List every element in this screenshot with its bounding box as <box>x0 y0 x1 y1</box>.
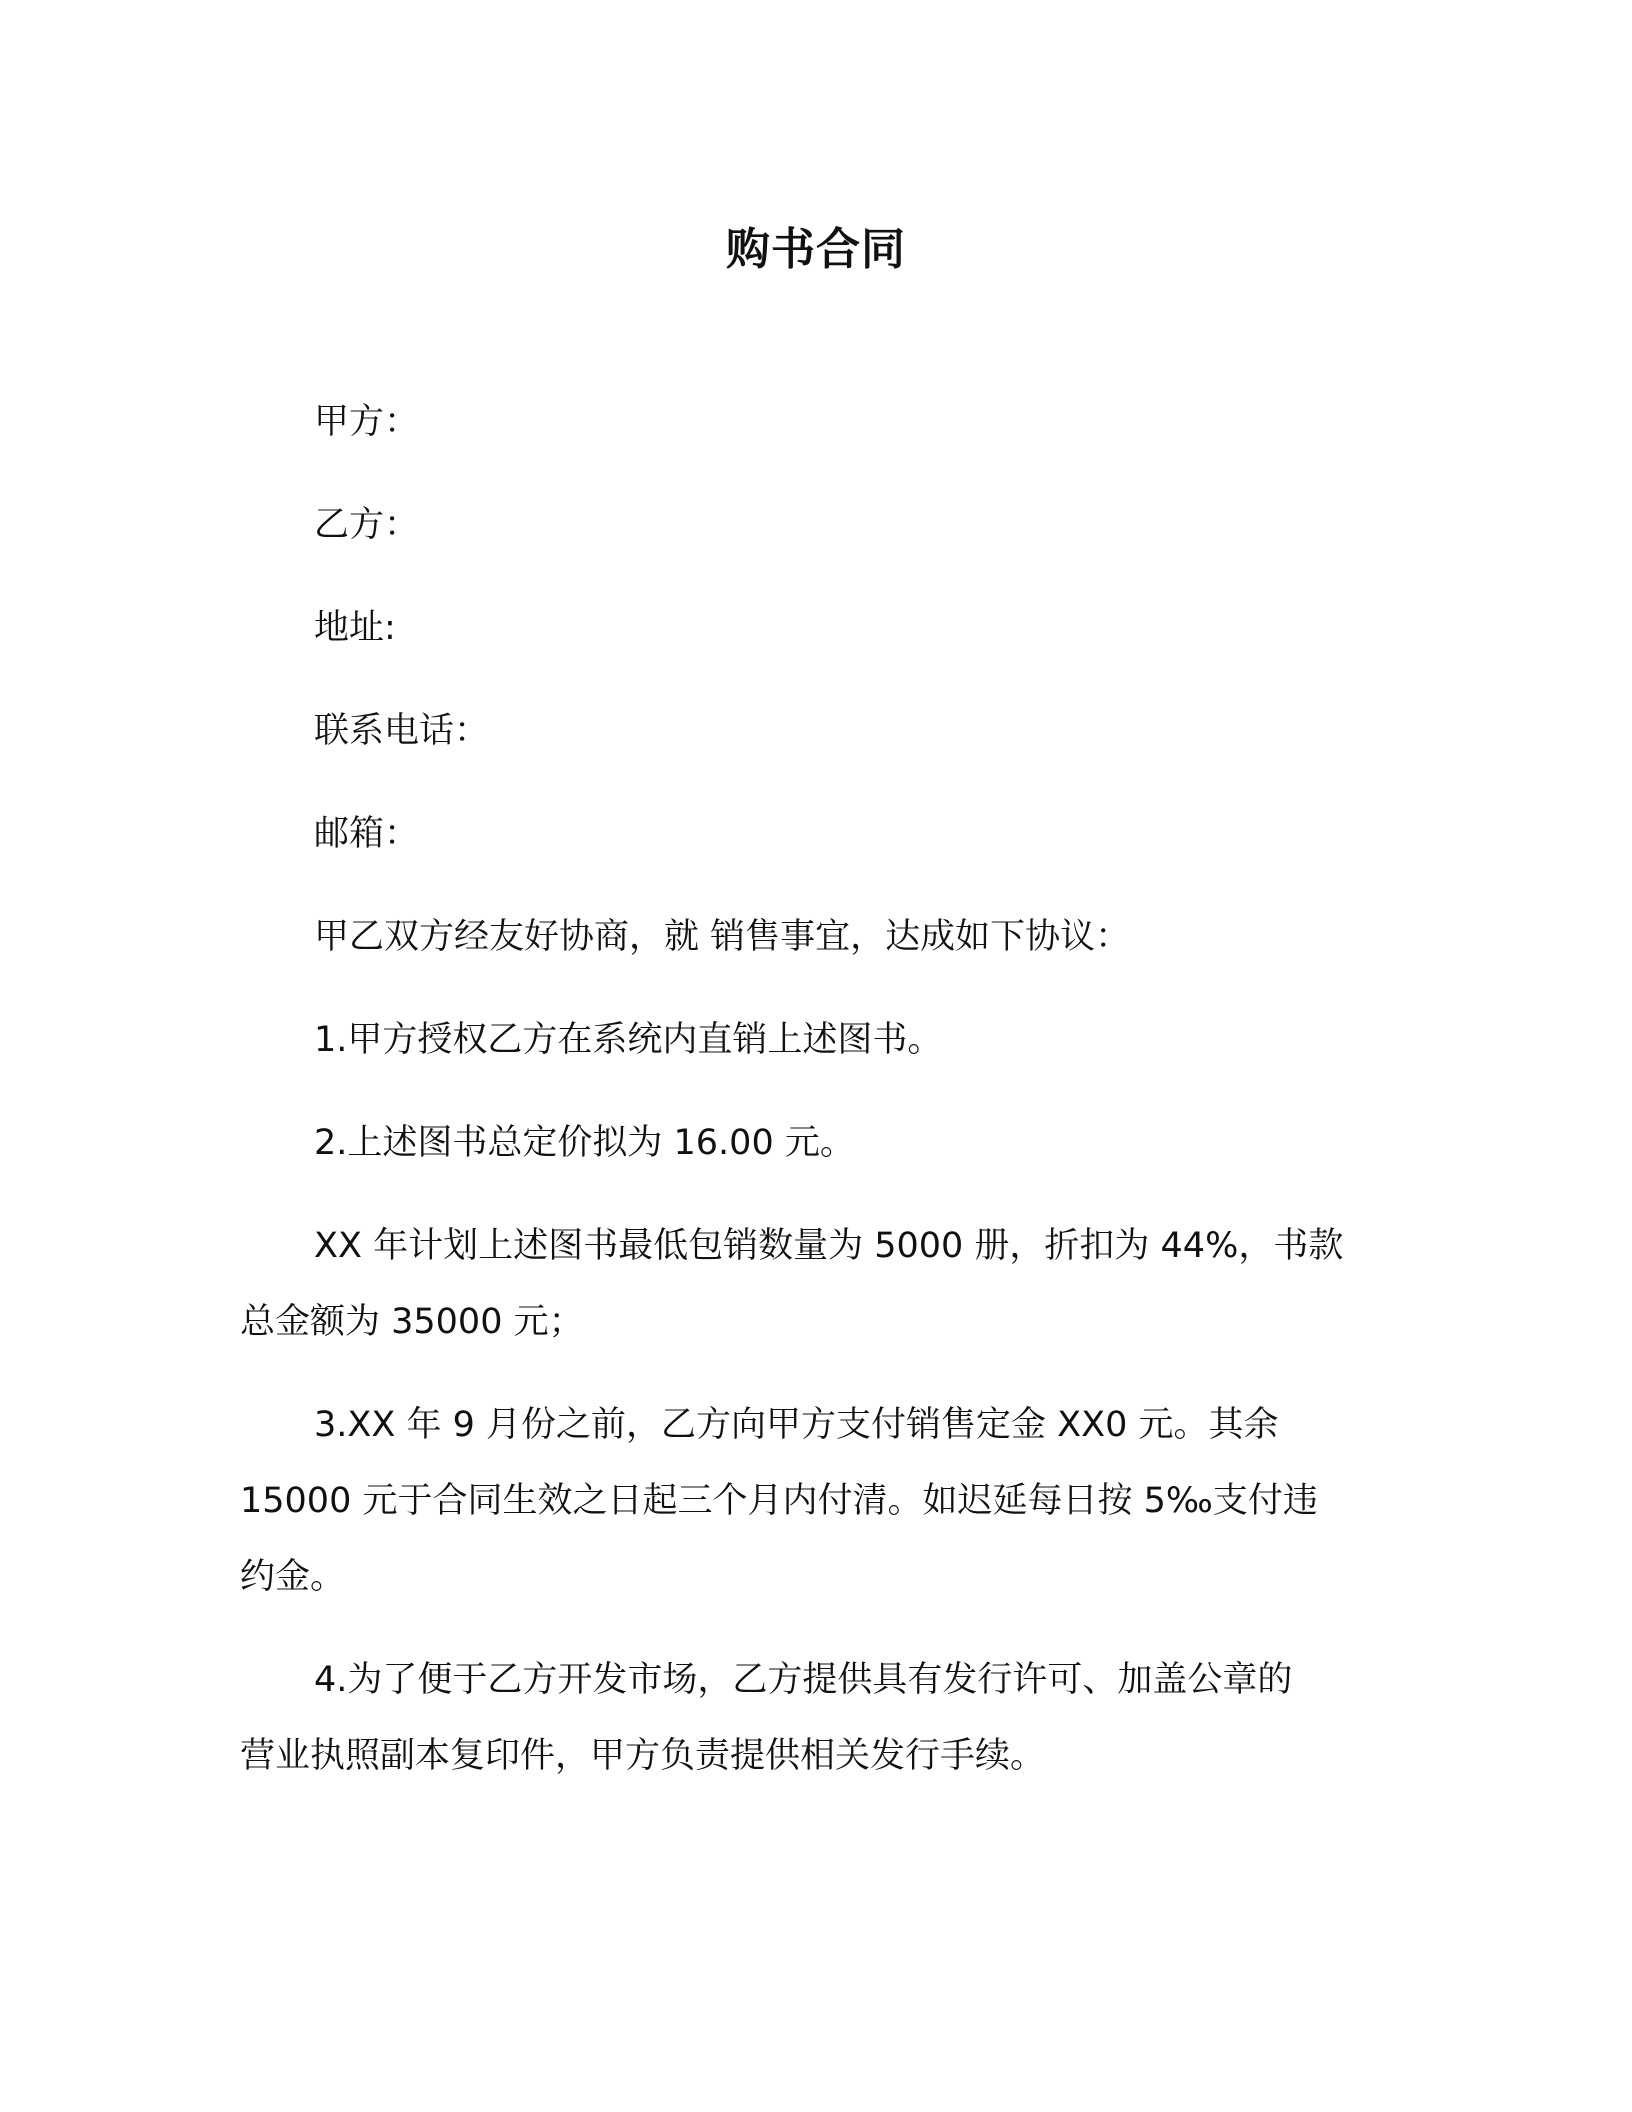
party-b-label: 乙方： <box>314 505 420 545</box>
clause-1: 1.甲方授权乙方在系统内直销上述图书。 <box>314 1020 943 1060</box>
clause-2: 2.上述图书总定价拟为 16.00 元。 <box>314 1123 855 1163</box>
clause-3-line-3: 约金。 <box>240 1557 346 1597</box>
clause-4-line-2: 营业执照副本复印件，甲方负责提供相关发行手续。 <box>240 1736 1046 1776</box>
party-a-label: 甲方： <box>314 402 420 442</box>
clause-3-line-1: 3.XX 年 9 月份之前，乙方向甲方支付销售定金 XX0 元。其余 <box>314 1405 1279 1445</box>
phone-label: 联系电话： <box>314 711 490 751</box>
document-title: 购书合同 <box>726 224 906 275</box>
plan-line-1: XX 年计划上述图书最低包销数量为 5000 册，折扣为 44%，书款 <box>314 1226 1344 1266</box>
intro-paragraph: 甲乙双方经友好协商，就 销售事宜，达成如下协议： <box>314 917 1131 957</box>
clause-3-line-2: 15000 元于合同生效之日起三个月内付清。如迟延每日按 5‰支付违 <box>240 1481 1318 1521</box>
plan-line-2: 总金额为 35000 元； <box>240 1302 584 1342</box>
clause-4-line-1: 4.为了便于乙方开发市场，乙方提供具有发行许可、加盖公章的 <box>314 1660 1293 1700</box>
address-label: 地址: <box>314 608 396 648</box>
email-label: 邮箱： <box>314 814 420 854</box>
